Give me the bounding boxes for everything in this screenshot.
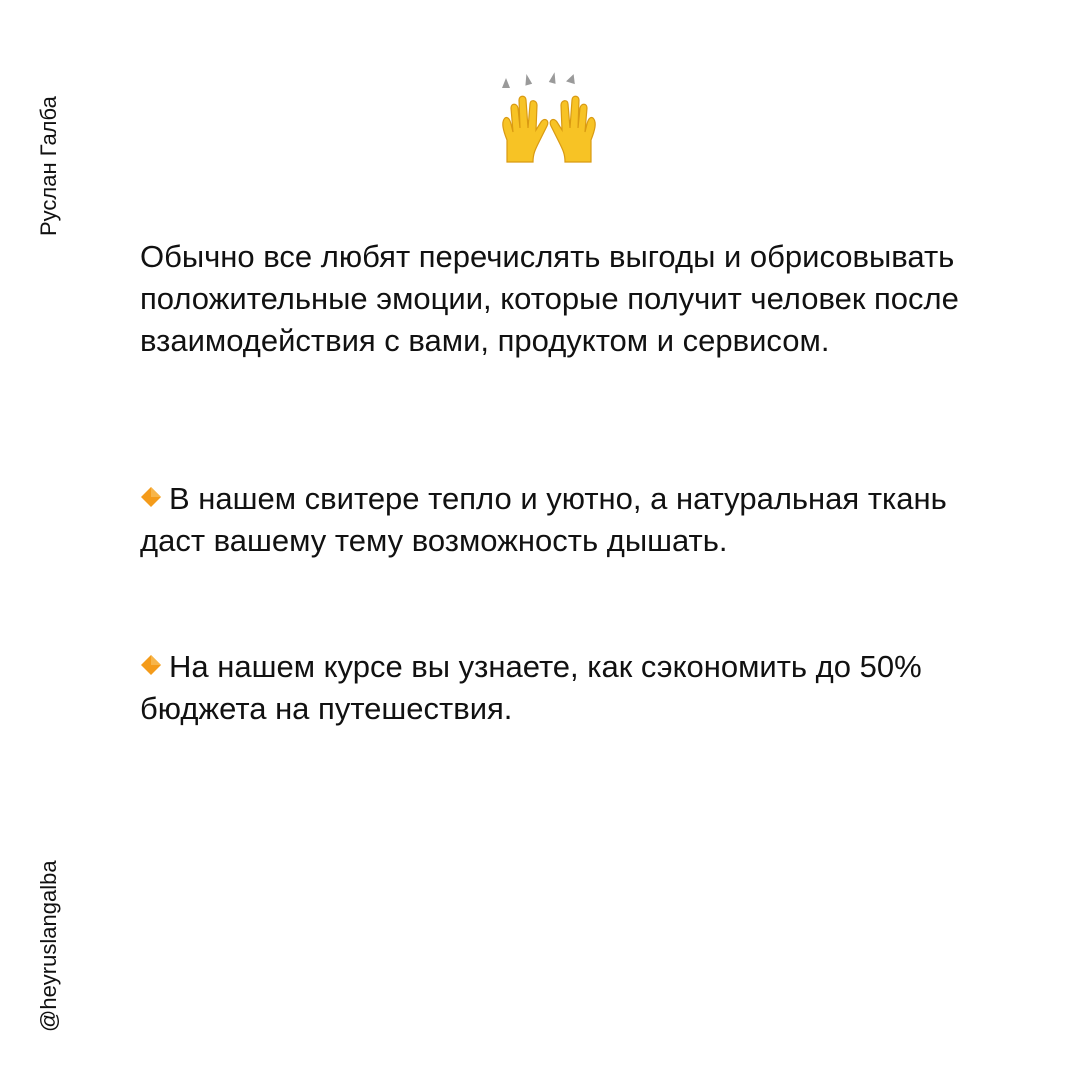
intro-paragraph: Обычно все любят перечислять выгоды и обрисовывать положительные эмоции, которые получит человек после взаимодействия с вами, продуктом и сервисом. [140, 239, 959, 358]
orange-diamond-icon [140, 654, 162, 676]
example-text: На нашем курсе вы узнаете, как сэкономить до 50% бюджета на путешествия. [140, 649, 922, 726]
orange-diamond-icon [140, 486, 162, 508]
example-paragraph [140, 646, 960, 730]
author-name: Руслан Галба [36, 96, 61, 236]
example-text: В нашем свитере тепло и уютно, а натуральная ткань даст вашему тему возможность дышать. [140, 481, 947, 558]
example-paragraph [140, 478, 960, 562]
raising-hands-icon [497, 70, 601, 166]
author-handle: @heyruslangalba [36, 860, 61, 1032]
